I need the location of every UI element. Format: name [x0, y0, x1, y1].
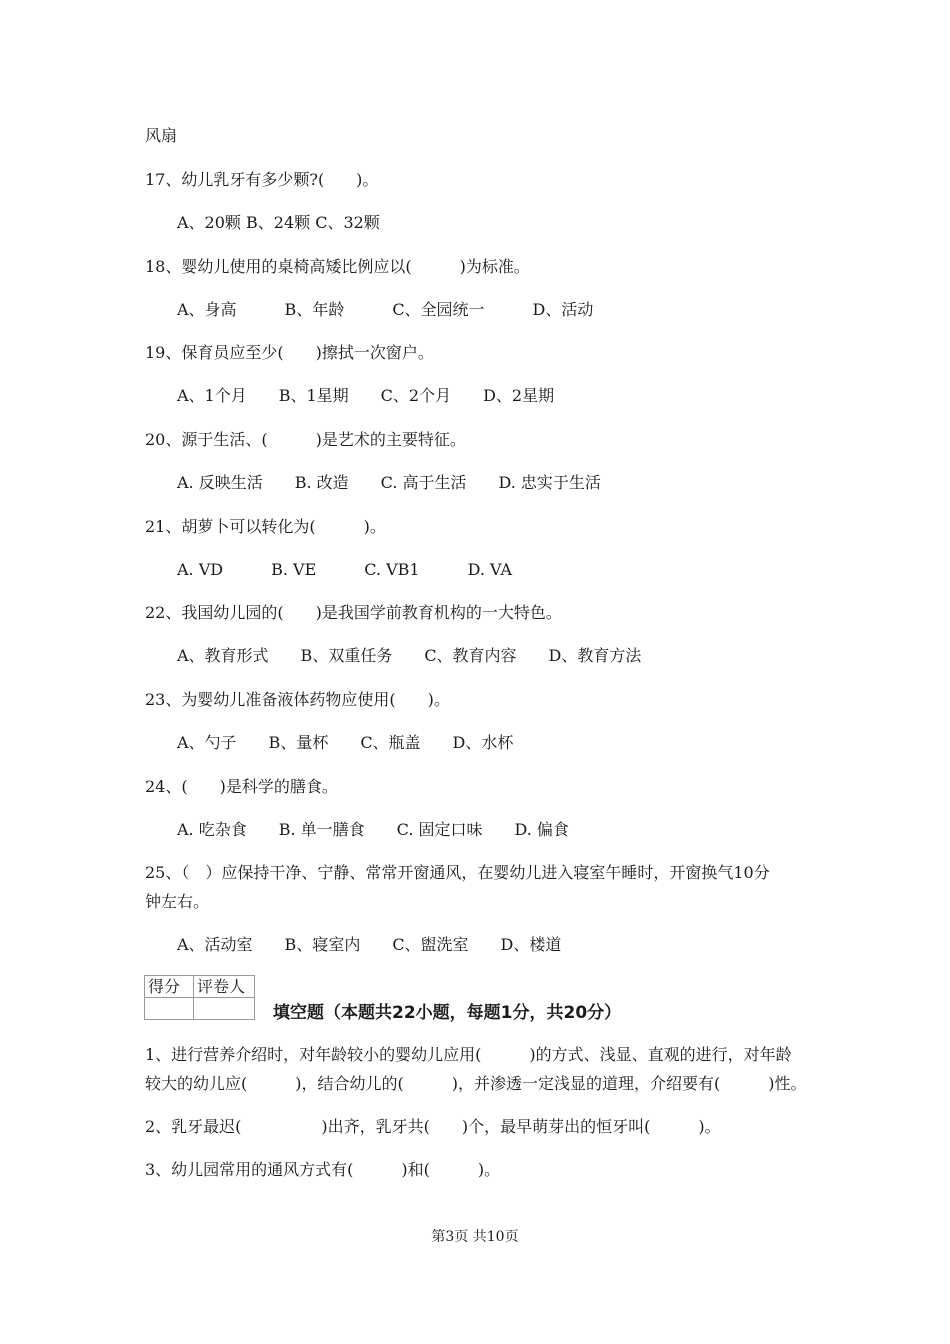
grader-cell [194, 998, 255, 1020]
grader-header: 评卷人 [194, 976, 255, 998]
options-21: A. VD B. VE C. VB1 D. VA [177, 560, 513, 579]
options-25: A、活动室 B、寝室内 C、盥洗室 D、楼道 [177, 935, 562, 954]
question-19: 19、保育员应至少( )擦拭一次窗户。 [145, 343, 434, 362]
page-footer: 第3页 共10页 [431, 1229, 519, 1245]
score-cell [145, 998, 194, 1020]
question-24: 24、( )是科学的膳食。 [145, 777, 338, 796]
options-19: A、1个月 B、1星期 C、2个月 D、2星期 [177, 386, 555, 405]
section-title: 填空题（本题共22小题，每题1分，共20分） [273, 1003, 622, 1023]
options-18: A、身高 B、年龄 C、全园统一 D、活动 [177, 300, 594, 319]
options-24: A. 吃杂食 B. 单一膳食 C. 固定口味 D. 偏食 [177, 820, 569, 839]
fill-question-3: 3、幼儿园常用的通风方式有( )和( )。 [145, 1160, 501, 1179]
question-18: 18、婴幼儿使用的桌椅高矮比例应以( )为标准。 [145, 257, 530, 276]
question-21: 21、胡萝卜可以转化为( )。 [145, 517, 386, 536]
options-23: A、勺子 B、量杯 C、瓶盖 D、水杯 [177, 733, 514, 752]
score-table [144, 975, 255, 1020]
fill-question-1-line1: 1、进行营养介绍时，对年龄较小的婴幼儿应用( )的方式、浅显、直观的进行，对年龄 [145, 1045, 792, 1064]
options-17: A、20颗 B、24颗 C、32颗 [177, 213, 380, 232]
continuation-text: 风扇 [145, 126, 178, 145]
question-23: 23、为婴幼儿准备液体药物应使用( )。 [145, 690, 450, 709]
fill-question-2: 2、乳牙最迟( )出齐，乳牙共( )个，最早萌芽出的恒牙叫( )。 [145, 1117, 721, 1136]
question-25-line2: 钟左右。 [145, 892, 210, 911]
question-20: 20、源于生活、( )是艺术的主要特征。 [145, 430, 466, 449]
question-22: 22、我国幼儿园的( )是我国学前教育机构的一大特色。 [145, 603, 562, 622]
question-25-line1: 25、（ ）应保持干净、宁静、常常开窗通风，在婴幼儿进入寝室午睡时，开窗换气10分 [145, 863, 770, 882]
fill-question-1-line2: 较大的幼儿应( )，结合幼儿的( )，并渗透一定浅显的道理，介绍要有( )性。 [145, 1074, 807, 1093]
options-22: A、教育形式 B、双重任务 C、教育内容 D、教育方法 [177, 646, 642, 665]
options-20: A. 反映生活 B. 改造 C. 高于生活 D. 忠实于生活 [177, 473, 601, 492]
question-17: 17、幼儿乳牙有多少颗?( )。 [145, 170, 379, 189]
score-header: 得分 [145, 976, 194, 998]
